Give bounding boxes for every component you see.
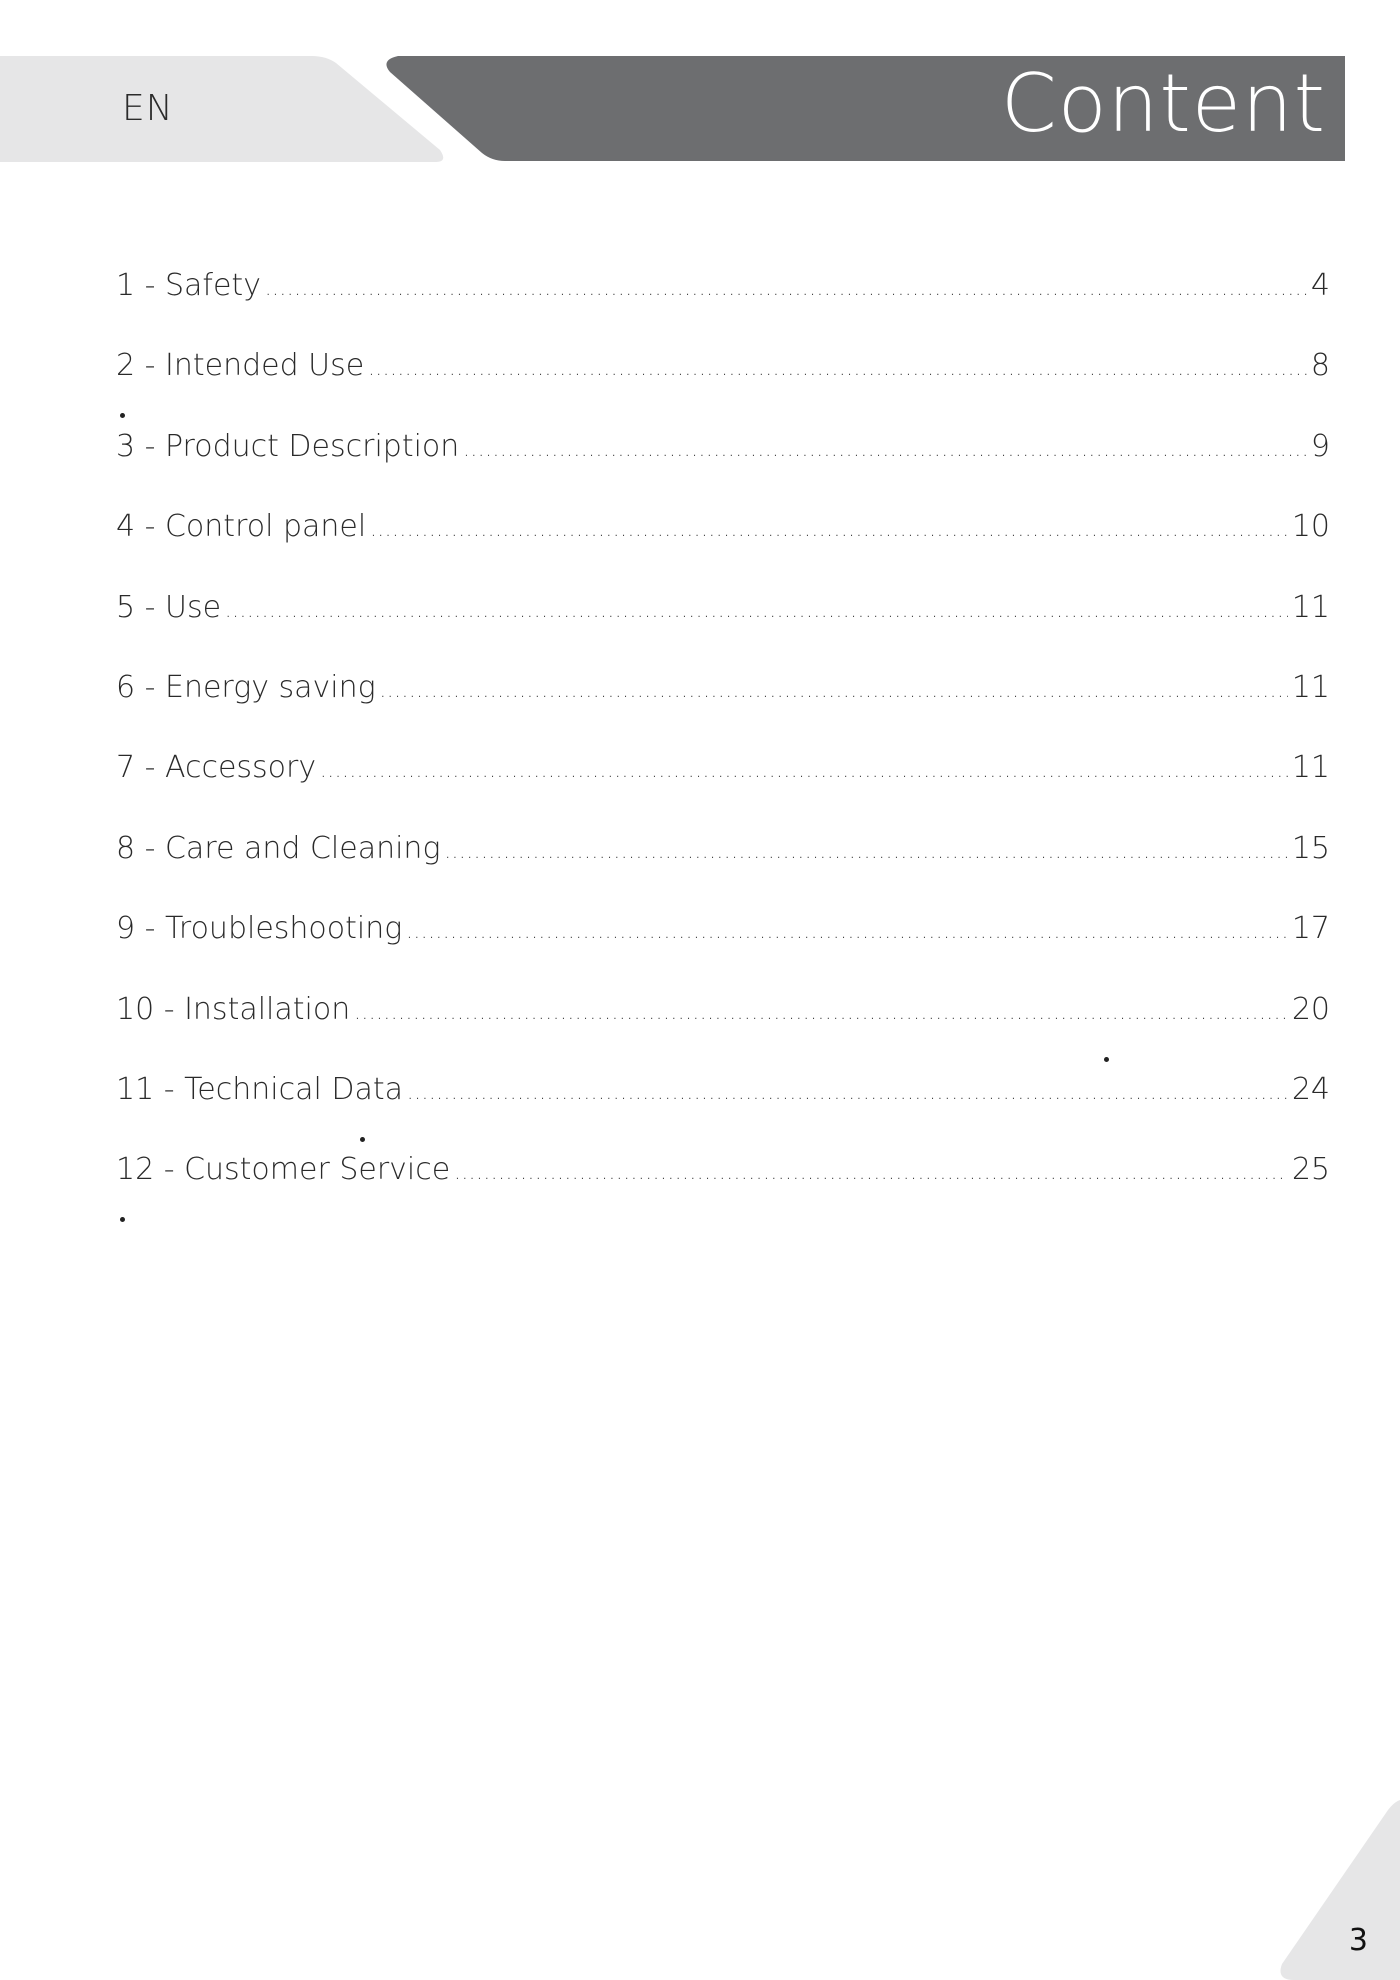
toc-dot-leader [370, 517, 1288, 541]
toc-entry-page: 15 [1291, 830, 1330, 866]
page-corner-tab [1270, 1800, 1400, 1980]
language-tab-shape [0, 56, 443, 162]
toc-dot-leader [463, 437, 1307, 461]
stray-dot [120, 1217, 125, 1222]
stray-dot [360, 1137, 365, 1142]
toc-entry-page: 25 [1291, 1152, 1330, 1188]
toc-entry-customer-service[interactable] [116, 1152, 1330, 1232]
toc-entry-safety[interactable] [116, 268, 1330, 348]
language-label: EN [122, 88, 174, 129]
toc-entry-page: 8 [1310, 348, 1330, 384]
toc-entry-technical-data[interactable] [116, 1072, 1330, 1152]
toc-entry-title: 9 - Troubleshooting [116, 911, 403, 947]
toc-entry-page: 24 [1291, 1071, 1330, 1107]
toc-dot-leader [320, 758, 1288, 782]
toc-entry-title: 11 - Technical Data [116, 1071, 403, 1107]
toc-entry-troubleshooting[interactable] [116, 911, 1330, 991]
toc-dot-leader [454, 1160, 1288, 1184]
toc-entry-title: 7 - Accessory [116, 750, 317, 786]
toc-entry-title: 10 - Installation [116, 991, 351, 1027]
toc-entry-page: 9 [1310, 428, 1330, 464]
page-number: 3 [1348, 1923, 1368, 1958]
toc-entry-title: 12 - Customer Service [116, 1152, 451, 1188]
toc-entry-product-description[interactable] [116, 429, 1330, 509]
toc-entry-intended-use[interactable] [116, 348, 1330, 428]
toc-dot-leader [368, 356, 1307, 380]
toc-entry-page: 20 [1291, 991, 1330, 1027]
stray-dot [1104, 1057, 1109, 1062]
page-title: Content [1000, 57, 1326, 150]
toc-entry-page: 11 [1291, 669, 1330, 705]
toc-entry-page: 11 [1291, 750, 1330, 786]
toc-entry-page: 17 [1291, 911, 1330, 947]
toc-entry-title: 2 - Intended Use [116, 348, 365, 384]
toc-entry-installation[interactable] [116, 992, 1330, 1072]
toc-entry-title: 1 - Safety [116, 268, 261, 303]
toc-dot-leader [225, 598, 1288, 622]
toc-dot-leader [354, 1000, 1288, 1024]
toc-entry-energy-saving[interactable] [116, 670, 1330, 750]
toc-dot-leader [380, 678, 1288, 702]
toc-dot-leader [265, 276, 1307, 300]
stray-dot [120, 413, 125, 418]
toc-entry-title: 6 - Energy saving [116, 669, 376, 705]
toc-entry-use[interactable] [116, 590, 1330, 670]
toc-dot-leader [407, 1080, 1288, 1104]
table-of-contents [116, 268, 1330, 1233]
toc-dot-leader [406, 919, 1288, 943]
toc-entry-title: 8 - Care and Cleaning [116, 830, 441, 866]
toc-entry-title: 5 - Use [116, 589, 222, 625]
toc-entry-care-and-cleaning[interactable] [116, 831, 1330, 911]
toc-entry-page: 10 [1291, 509, 1330, 545]
toc-entry-accessory[interactable] [116, 750, 1330, 830]
toc-entry-title: 4 - Control panel [116, 509, 367, 545]
toc-entry-title: 3 - Product Description [116, 428, 460, 464]
toc-entry-page: 11 [1291, 589, 1330, 625]
toc-entry-control-panel[interactable] [116, 509, 1330, 589]
toc-entry-page: 4 [1310, 268, 1330, 303]
toc-dot-leader [444, 839, 1287, 863]
